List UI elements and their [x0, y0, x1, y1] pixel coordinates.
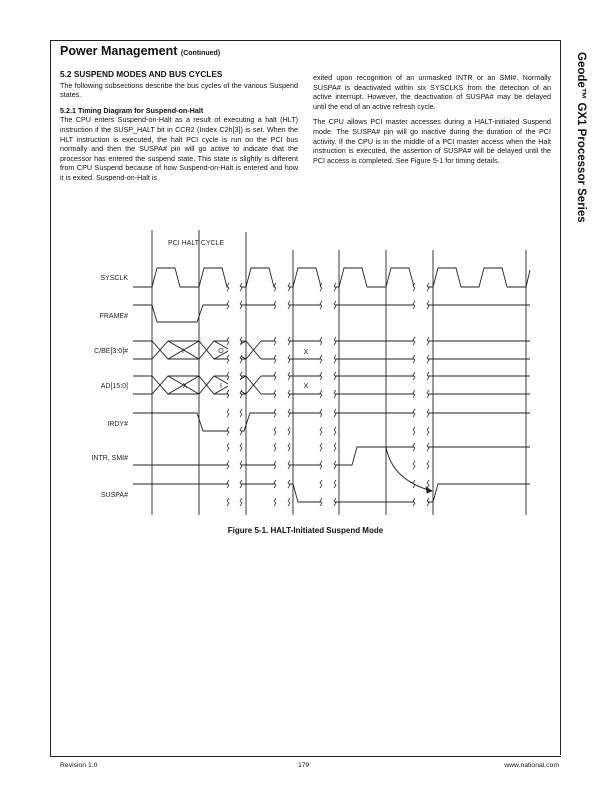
ad-value: X	[182, 383, 188, 390]
arrowhead-icon	[426, 487, 432, 493]
paragraph-1: The CPU enters Suspend-on-Halt as a result of executing a halt (HLT) instruction if the SUSP_HALT bit in CCR2 (Index C2h[3]) is set. When the HLT instruction is executed, the halt PCI cycle is run on the PCI bus normally and then the SUSPA# pin will go active to indicate that the processor has entered the suspend state. This state is slightly is different from CPU Suspend because of how Suspend-on-Halt is entered and how it is exited. Suspend-on-Halt is	[60, 115, 298, 182]
signal-label-ad: AD[15:0]	[100, 383, 128, 390]
waveform-break	[321, 262, 335, 507]
signal-label-intr-smi: INTR, SMI#	[91, 455, 128, 462]
signal-label-irdy: IRDY#	[107, 421, 128, 428]
subsection-heading: 5.2.1 Timing Diagram for Suspend-on-Halt	[60, 105, 204, 115]
cbe-value: O	[218, 348, 224, 355]
title-suffix: (Continued)	[180, 50, 221, 57]
signal-label-sysclk: SYSCLK	[100, 275, 128, 282]
signal-label-suspa: SUSPA#	[100, 492, 128, 499]
pci-halt-cycle-label: PCI HALT CYCLE	[168, 240, 225, 247]
signal-label-frame: FRAME#	[99, 313, 128, 320]
paragraph-1-continued: exited upon recognition of an unmasked INTR or an SMI#. Normally SUSPA# is deactivated within six SYSCLKS from the detection of an active interrupt. However, the deactivation of SUSPA# may be delayed until the end of an active refresh cycle.	[313, 73, 551, 111]
section-intro: The following subsections describe the bus cycles of the various Suspend states.	[60, 80, 298, 100]
cbe-value: I	[182, 348, 184, 355]
waveform-break	[414, 262, 428, 507]
footer-url: www.national.com	[504, 762, 559, 769]
ad-value: I	[220, 383, 222, 390]
waveform-break	[275, 262, 289, 507]
section-heading: 5.2 SUSPEND MODES AND BUS CYCLES	[60, 69, 223, 79]
ad-value: X	[303, 383, 309, 390]
title-text: Power Management	[60, 44, 178, 58]
paragraph-2: The CPU allows PCI master accesses during a HALT-initiated Suspend mode. The SUSPA# pin will go inactive during the duration of the PCI activity. If the CPU is in the middle of a PCI master access when the Halt instruction is executed, the assertion of SUSPA# will be delayed until the PCI access is completed. See Figure 5-1 for timing details.	[313, 117, 551, 165]
footer-revision: Revision 1.0	[60, 762, 98, 769]
footer-page-number: 179	[298, 762, 310, 769]
cbe-value: X	[303, 349, 309, 356]
figure-caption: Figure 5-1. HALT-Initiated Suspend Mode	[227, 526, 384, 535]
signal-label-cbe: C/BE[3:0]#	[94, 348, 128, 355]
side-title: Geode™ GX1 Processor Series	[575, 52, 587, 223]
ad-waveform	[168, 376, 530, 394]
waveform-break	[228, 262, 241, 507]
